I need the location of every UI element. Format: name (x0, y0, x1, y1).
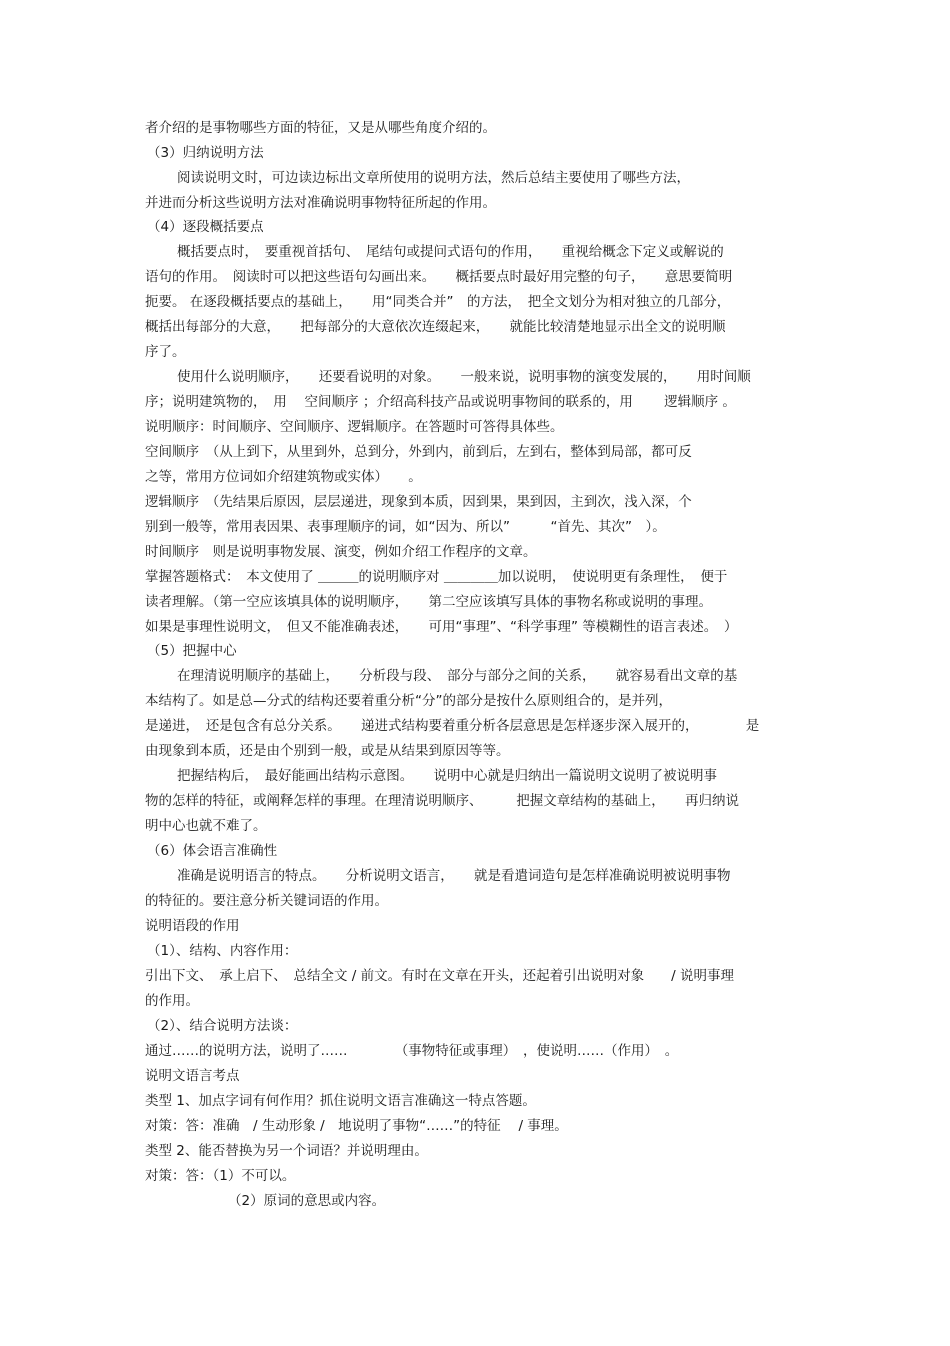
subsection-heading: （1）、结构、内容作用： (147, 943, 298, 959)
text-line: 并进而分析这些说明方法对准确说明事物特征所起的作用。 (145, 195, 496, 211)
text-line: 序了。 (145, 344, 186, 360)
text-line: 时间顺序 则是说明事物发展、演变，例如介绍工作程序的文章。 (145, 544, 537, 560)
text-line: 在理清说明顺序的基础上， 分析段与段、 部分与部分之间的关系， 就容易看出文章的基 (177, 668, 738, 684)
text-line: 逻辑顺序 （先结果后原因，层层递进，现象到本质，因到果，果到因，主到次，浅入深，个 (145, 494, 692, 510)
text-line: 引出下文、 承上启下、 总结全文 / 前文。有时在文章在开头，还起着引出说明对象 / 说明事理 (145, 968, 734, 984)
text-line: 物的怎样的特征，或阐释怎样的事理。在理清说明顺序、 把握文章结构的基础上， 再归纳说 (145, 793, 739, 809)
text-line: 明中心也就不难了。 (145, 818, 267, 834)
section-heading: （5）把握中心 (147, 643, 237, 659)
text-line: 空间顺序 （从上到下，从里到外，总到分，外到内，前到后，左到右，整体到局部，都可反 (145, 444, 692, 460)
text-line: 读者理解。（第一空应该填具体的说明顺序， 第二空应该填写具体的事物名称或说明的事理。 (145, 594, 712, 610)
text-line: 类型 1、加点字词有何作用？抓住说明文语言准确这一特点答题。 (145, 1093, 536, 1109)
text-line: 者介绍的是事物哪些方面的特征，又是从哪些角度介绍的。 (145, 120, 496, 136)
text-line: 概括要点时， 要重视首括句、 尾结句或提问式语句的作用， 重视给概念下定义或解说的 (177, 244, 724, 260)
section-heading: （6）体会语言准确性 (147, 843, 278, 859)
text-line: 的作用。 (145, 993, 199, 1009)
section-heading: 说明文语言考点 (145, 1068, 240, 1084)
section-heading: （4）逐段概括要点 (147, 219, 264, 235)
text-line: 类型 2、能否替换为另一个词语？并说明理由。 (145, 1143, 428, 1159)
text-line: 如果是事理性说明文， 但又不能准确表述， 可用“事理”、“科学事理” 等模糊性的语言表述。 ） (145, 619, 738, 635)
text-line: 的特征的。要注意分析关键词语的作用。 (145, 893, 388, 909)
text-line: 概括出每部分的大意， 把每部分的大意依次连缀起来， 就能比较清楚地显示出全文的说明顺 (145, 319, 726, 335)
text-line: 把握结构后， 最好能画出结构示意图。 说明中心就是归纳出一篇说明文说明了被说明事 (177, 768, 717, 784)
text-line: 本结构了。如是总—分式的结构还要着重分析“分”的部分是按什么原则组合的，是并列， (145, 693, 672, 709)
text-line: 对策：答：准确 / 生动形象 / 地说明了事物“……”的特征 / 事理。 (145, 1118, 568, 1134)
text-line: 使用什么说明顺序， 还要看说明的对象。 一般来说，说明事物的演变发展的， 用时间顺 (177, 369, 751, 385)
text-line: 是递进， 还是包含有总分关系。 递进式结构要着重分析各层意思是怎样逐步深入展开的， 是 (145, 718, 760, 734)
text-line: 由现象到本质，还是由个别到一般，或是从结果到原因等等。 (145, 743, 510, 759)
subsection-heading: （2）、结合说明方法谈： (147, 1018, 298, 1034)
text-line: 扼要。 在逐段概括要点的基础上， 用“同类合并” 的方法， 把全文划分为相对独立的几部分， (145, 294, 731, 310)
text-line: 说明顺序：时间顺序、空间顺序、逻辑顺序。在答题时可答得具体些。 (145, 419, 564, 435)
text-line: 阅读说明文时，可边读边标出文章所使用的说明方法，然后总结主要使用了哪些方法， (177, 170, 690, 186)
text-line: 之等，常用方位词如介绍建筑物或实体） 。 (145, 469, 422, 485)
text-line: 掌握答题格式： 本文使用了 ＿＿＿的说明顺序对 ＿＿＿＿加以说明， 使说明更有条理性， 便于 (145, 569, 728, 585)
text-line: 通过……的说明方法，说明了…… （事物特征或事理） ，使说明……（作用） 。 (145, 1043, 679, 1059)
section-heading: （3）归纳说明方法 (147, 145, 264, 161)
text-line: 序；说明建筑物的， 用 空间顺序 ；介绍高科技产品或说明事物间的联系的，用 逻辑顺序 。 (145, 394, 736, 410)
section-heading: 说明语段的作用 (145, 918, 240, 934)
text-line: 对策：答：（1）不可以。 (145, 1168, 296, 1184)
text-line: （2）原词的意思或内容。 (228, 1193, 386, 1209)
text-line: 准确是说明语言的特点。 分析说明文语言， 就是看遣词造句是怎样准确说明被说明事物 (177, 868, 731, 884)
text-line: 别到一般等，常用表因果、表事理顺序的词，如“因为、所以” “首先、其次” ）。 (145, 519, 666, 535)
text-line: 语句的作用。 阅读时可以把这些语句勾画出来。 概括要点时最好用完整的句子， 意思要简明 (145, 269, 733, 285)
